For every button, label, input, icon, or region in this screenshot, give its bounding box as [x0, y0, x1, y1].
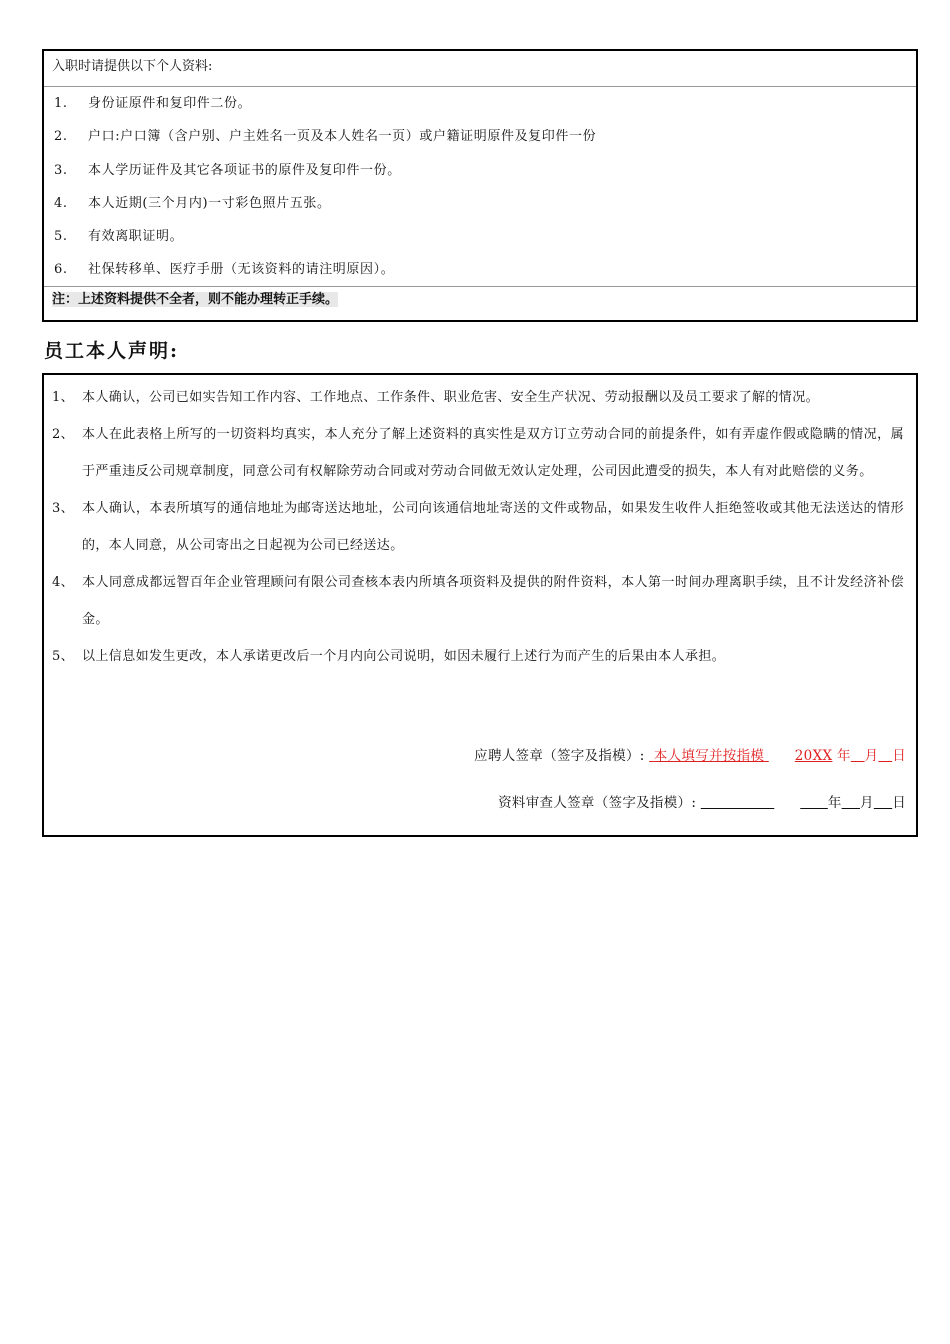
declaration-number: 3、: [52, 501, 75, 516]
declaration-item: [52, 379, 904, 416]
applicant-signature-label: 应聘人签章（签字及指模）:: [474, 748, 645, 764]
item-text: 身份证原件和复印件二份。: [88, 96, 252, 111]
document-item: [44, 191, 916, 224]
declaration-text: 本人确认，公司已如实告知工作内容、工作地点、工作条件、职业危害、安全生产状况、劳动报酬以及员工要求了解的情况。: [82, 390, 820, 405]
document-item: [44, 158, 916, 191]
applicant-signature-line: [474, 744, 906, 764]
note-text: 注：上述资料提供不全者，则不能办理转正手续。: [52, 292, 339, 307]
declaration-heading: 员工本人声明:: [44, 340, 180, 362]
declaration-text: 本人确认，本表所填写的通信地址为邮寄送达地址，公司向该通信地址寄送的文件或物品，如果发生收件人拒绝签收或其他无法送达的情形的，本人同意，从公司寄出之日起视为公司已经送达。: [82, 501, 904, 553]
item-text: 本人学历证件及其它各项证书的原件及复印件一份。: [88, 162, 401, 178]
month-char: 月: [860, 795, 874, 811]
reviewer-signature-label: 资料审查人签章（签字及指模）:: [498, 795, 697, 811]
item-text: 本人近期(三个月内)一寸彩色照片五张。: [88, 195, 331, 211]
applicant-day-field[interactable]: [878, 748, 892, 764]
document-item: [44, 91, 916, 124]
item-number: 6.: [54, 262, 68, 278]
applicant-signature-value: 本人填写并按指模: [653, 748, 765, 764]
declaration-number: 1、: [52, 390, 75, 405]
declaration-number: 4、: [52, 575, 75, 590]
declaration-item: [52, 564, 904, 638]
documents-intro: 入职时请提供以下个人资料:: [44, 51, 916, 87]
year-char: 年: [837, 748, 851, 764]
item-number: 5.: [54, 229, 68, 245]
applicant-year-field[interactable]: 20XX: [794, 748, 833, 764]
day-char: 日: [892, 748, 906, 764]
document-item: [44, 124, 916, 157]
documents-note: [44, 286, 916, 320]
document-item: [44, 224, 916, 257]
item-text: 社保转移单、医疗手册（无该资料的请注明原因）。: [88, 262, 395, 278]
declaration-box: [42, 373, 918, 837]
declaration-number: 2、: [52, 427, 75, 442]
declaration-text: 本人在此表格上所写的一切资料均真实，本人充分了解上述资料的真实性是双方订立劳动合同的前提条件，如有弄虚作假或隐瞒的情况，属于严重违反公司规章制度，同意公司有权解除劳动合同或对劳动合同做无效认定处理，公司因此遭受的损失，本人有对此赔偿的义务。: [82, 427, 904, 479]
declaration-number: 5、: [52, 649, 75, 664]
item-text: 户口:户口簿（含户别、户主姓名一页及本人姓名一页）或户籍证明原件及复印件一份: [88, 129, 597, 145]
reviewer-month-field[interactable]: [842, 795, 860, 811]
applicant-signature-field[interactable]: [649, 748, 769, 764]
reviewer-year-field[interactable]: [800, 795, 828, 811]
day-char: 日: [892, 795, 906, 811]
declaration-item: [52, 416, 904, 490]
reviewer-signature-line: [498, 791, 906, 811]
item-number: 1.: [54, 96, 68, 111]
declaration-item: [52, 490, 904, 564]
documents-list: [44, 87, 916, 291]
declaration-item: [52, 638, 904, 675]
item-number: 3.: [54, 162, 68, 178]
declaration-text: 本人同意成都远智百年企业管理顾问有限公司查核本表内所填各项资料及提供的附件资料，本人第一时间办理离职手续，且不计发经济补偿金。: [82, 575, 904, 627]
item-number: 4.: [54, 195, 68, 211]
year-char: 年: [827, 795, 842, 811]
item-number: 2.: [54, 129, 68, 145]
declaration-text: 以上信息如发生更改，本人承诺更改后一个月内向公司说明，如因未履行上述行为而产生的后果由本人承担。: [82, 649, 726, 664]
applicant-month-field[interactable]: [851, 748, 865, 764]
required-documents-box: [42, 49, 918, 322]
reviewer-day-field[interactable]: [874, 795, 892, 811]
reviewer-signature-field[interactable]: [701, 795, 774, 811]
month-char: 月: [864, 748, 879, 764]
item-text: 有效离职证明。: [88, 229, 184, 245]
